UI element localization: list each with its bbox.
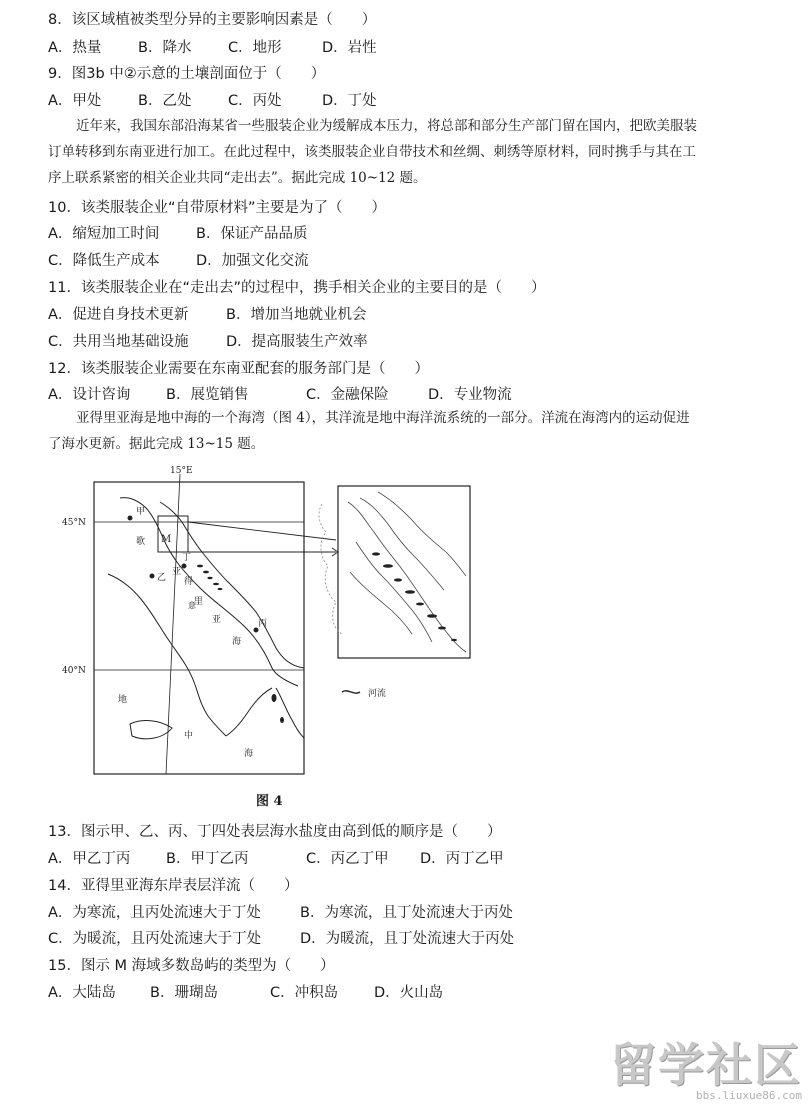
q8-option-b: B．降水 — [138, 40, 192, 56]
q14-option-b: B．为寒流，且丁处流速大于丙处 — [300, 905, 513, 921]
label-zhong: 中 — [184, 731, 194, 741]
q11-option-c: C．共用当地基础设施 — [48, 334, 189, 350]
passage1-line2: 订单转移到东南亚进行加工。在此过程中，该类服装企业自带技术和丝绸、刺绣等原材料，同时携手与其在工 — [48, 144, 696, 160]
label-ding: 丁 — [182, 553, 192, 563]
passage1-line1: 近年来，我国东部沿海某省一些服装企业为缓解成本压力，将总部和部分生产部门留在国内，把欧美服装 — [76, 118, 697, 134]
meridian-15e — [166, 474, 180, 774]
italy-west-coast — [108, 574, 226, 736]
q8-option-d: D．岩性 — [322, 40, 377, 56]
figure-caption: 图 4 — [256, 794, 283, 809]
label-m: M — [161, 534, 172, 545]
passage2-line1: 亚得里亚海是地中海的一个海湾（图 4），其洋流是地中海洋流系统的一部分。洋流在海湾内的运动促进 — [76, 410, 690, 426]
q9-option-b: B．乙处 — [138, 93, 192, 109]
q12-option-a: A．设计咨询 — [48, 387, 131, 403]
point-ding — [182, 564, 187, 569]
point-jia — [128, 516, 133, 521]
label-hai: 海 — [232, 637, 242, 647]
label-ya2: 亚 — [212, 615, 222, 625]
q8-option-a: A．热量 — [48, 40, 102, 56]
passage-adriatic-sea — [48, 405, 764, 457]
question-10-stem: 10．该类服装企业“自带原材料”主要是为了（ ） — [48, 200, 386, 216]
inset-coastline-detail — [348, 492, 466, 652]
question-9-stem: 9．图3b 中②示意的土壤剖面位于（ ） — [48, 66, 326, 82]
q12-option-d: D．专业物流 — [428, 387, 512, 403]
greece-coast — [276, 688, 304, 738]
sicily-outline — [130, 721, 172, 739]
q13-option-c: C．丙乙丁甲 — [306, 851, 389, 867]
q12-option-b: B．展览销售 — [166, 387, 249, 403]
q11-option-b: B．增加当地就业机会 — [226, 307, 367, 323]
q15-option-d: D．火山岛 — [374, 985, 444, 1001]
q9-option-a: A．甲处 — [48, 93, 102, 109]
label-45n: 45°N — [62, 518, 86, 528]
q15-option-a: A．大陆岛 — [48, 985, 116, 1001]
label-bing: 丙 — [258, 619, 268, 629]
q10-option-c: C．降低生产成本 — [48, 253, 160, 269]
q9-option-d: D．丁处 — [322, 93, 377, 109]
q13-option-a: A．甲乙丁丙 — [48, 851, 131, 867]
label-de: 得 — [184, 577, 194, 587]
label-hai2: 海 — [244, 749, 254, 759]
point-yi — [150, 574, 155, 579]
adriatic-map-figure — [60, 462, 480, 792]
q14-option-a: A．为寒流，且丙处流速大于丁处 — [48, 905, 261, 921]
q12-option-c: C．金融保险 — [306, 387, 389, 403]
label-di: 地 — [118, 695, 128, 705]
question-14-stem: 14．亚得里亚海东岸表层洋流（ ） — [48, 878, 299, 894]
watermark-brand: 留学社区 — [610, 1038, 802, 1092]
q11-option-a: A．促进自身技术更新 — [48, 307, 189, 323]
label-li: 里 — [194, 597, 204, 607]
q8-option-c: C．地形 — [228, 40, 282, 56]
italy-east-coast — [120, 498, 298, 686]
q15-option-b: B．珊瑚岛 — [150, 985, 218, 1001]
label-jia: 甲 — [136, 507, 146, 517]
label-ge: 歌 — [136, 537, 146, 547]
river-legend-label: 河流 — [368, 689, 387, 699]
label-yi: 乙 — [157, 573, 167, 583]
label-15e: 15°E — [170, 466, 193, 476]
italy-south-coast — [226, 688, 272, 736]
question-15-stem: 15．图示 M 海域多数岛屿的类型为（ ） — [48, 958, 335, 974]
q10-option-d: D．加强文化交流 — [196, 253, 309, 269]
q14-option-c: C．为暖流，且丙处流速大于丁处 — [48, 931, 262, 947]
label-40n: 40°N — [62, 666, 86, 676]
q14-option-d: D．为暖流，且丁处流速大于丙处 — [300, 931, 515, 947]
q15-option-c: C．冲积岛 — [270, 985, 339, 1001]
q11-option-d: D．提高服装生产效率 — [226, 334, 368, 350]
passage-garment-industry — [48, 113, 764, 191]
question-8-stem: 8．该区域植被类型分异的主要影响因素是（ ） — [48, 12, 377, 28]
q10-option-a: A．缩短加工时间 — [48, 226, 160, 242]
river-legend-symbol — [342, 691, 360, 693]
label-ya: 亚 — [172, 567, 182, 577]
q13-option-d: D．丙丁乙甲 — [420, 851, 504, 867]
question-12-stem: 12．该类服装企业需要在东南亚配套的服务部门是（ ） — [48, 361, 429, 377]
passage1-line3: 序上联系紧密的相关企业共同“走出去”。据此完成 10~12 题。 — [48, 170, 427, 186]
q10-option-b: B．保证产品品质 — [196, 226, 308, 242]
question-13-stem: 13．图示甲、乙、丙、丁四处表层海水盐度由高到低的顺序是（ ） — [48, 824, 502, 840]
label-yi2: 意 — [188, 601, 196, 610]
question-11-stem: 11．该类服装企业在“走出去”的过程中，携手相关企业的主要目的是（ ） — [48, 280, 546, 296]
passage2-line2: 了海水更新。据此完成 13~15 题。 — [48, 436, 265, 452]
watermark-url: bbs.liuxue86.com — [696, 1089, 802, 1102]
connector-line-top — [188, 522, 336, 540]
q9-option-c: C．丙处 — [228, 93, 282, 109]
main-map-frame — [94, 482, 304, 774]
inset-islands — [372, 552, 457, 641]
site-watermark — [610, 1029, 802, 1102]
q13-option-b: B．甲丁乙丙 — [166, 851, 249, 867]
